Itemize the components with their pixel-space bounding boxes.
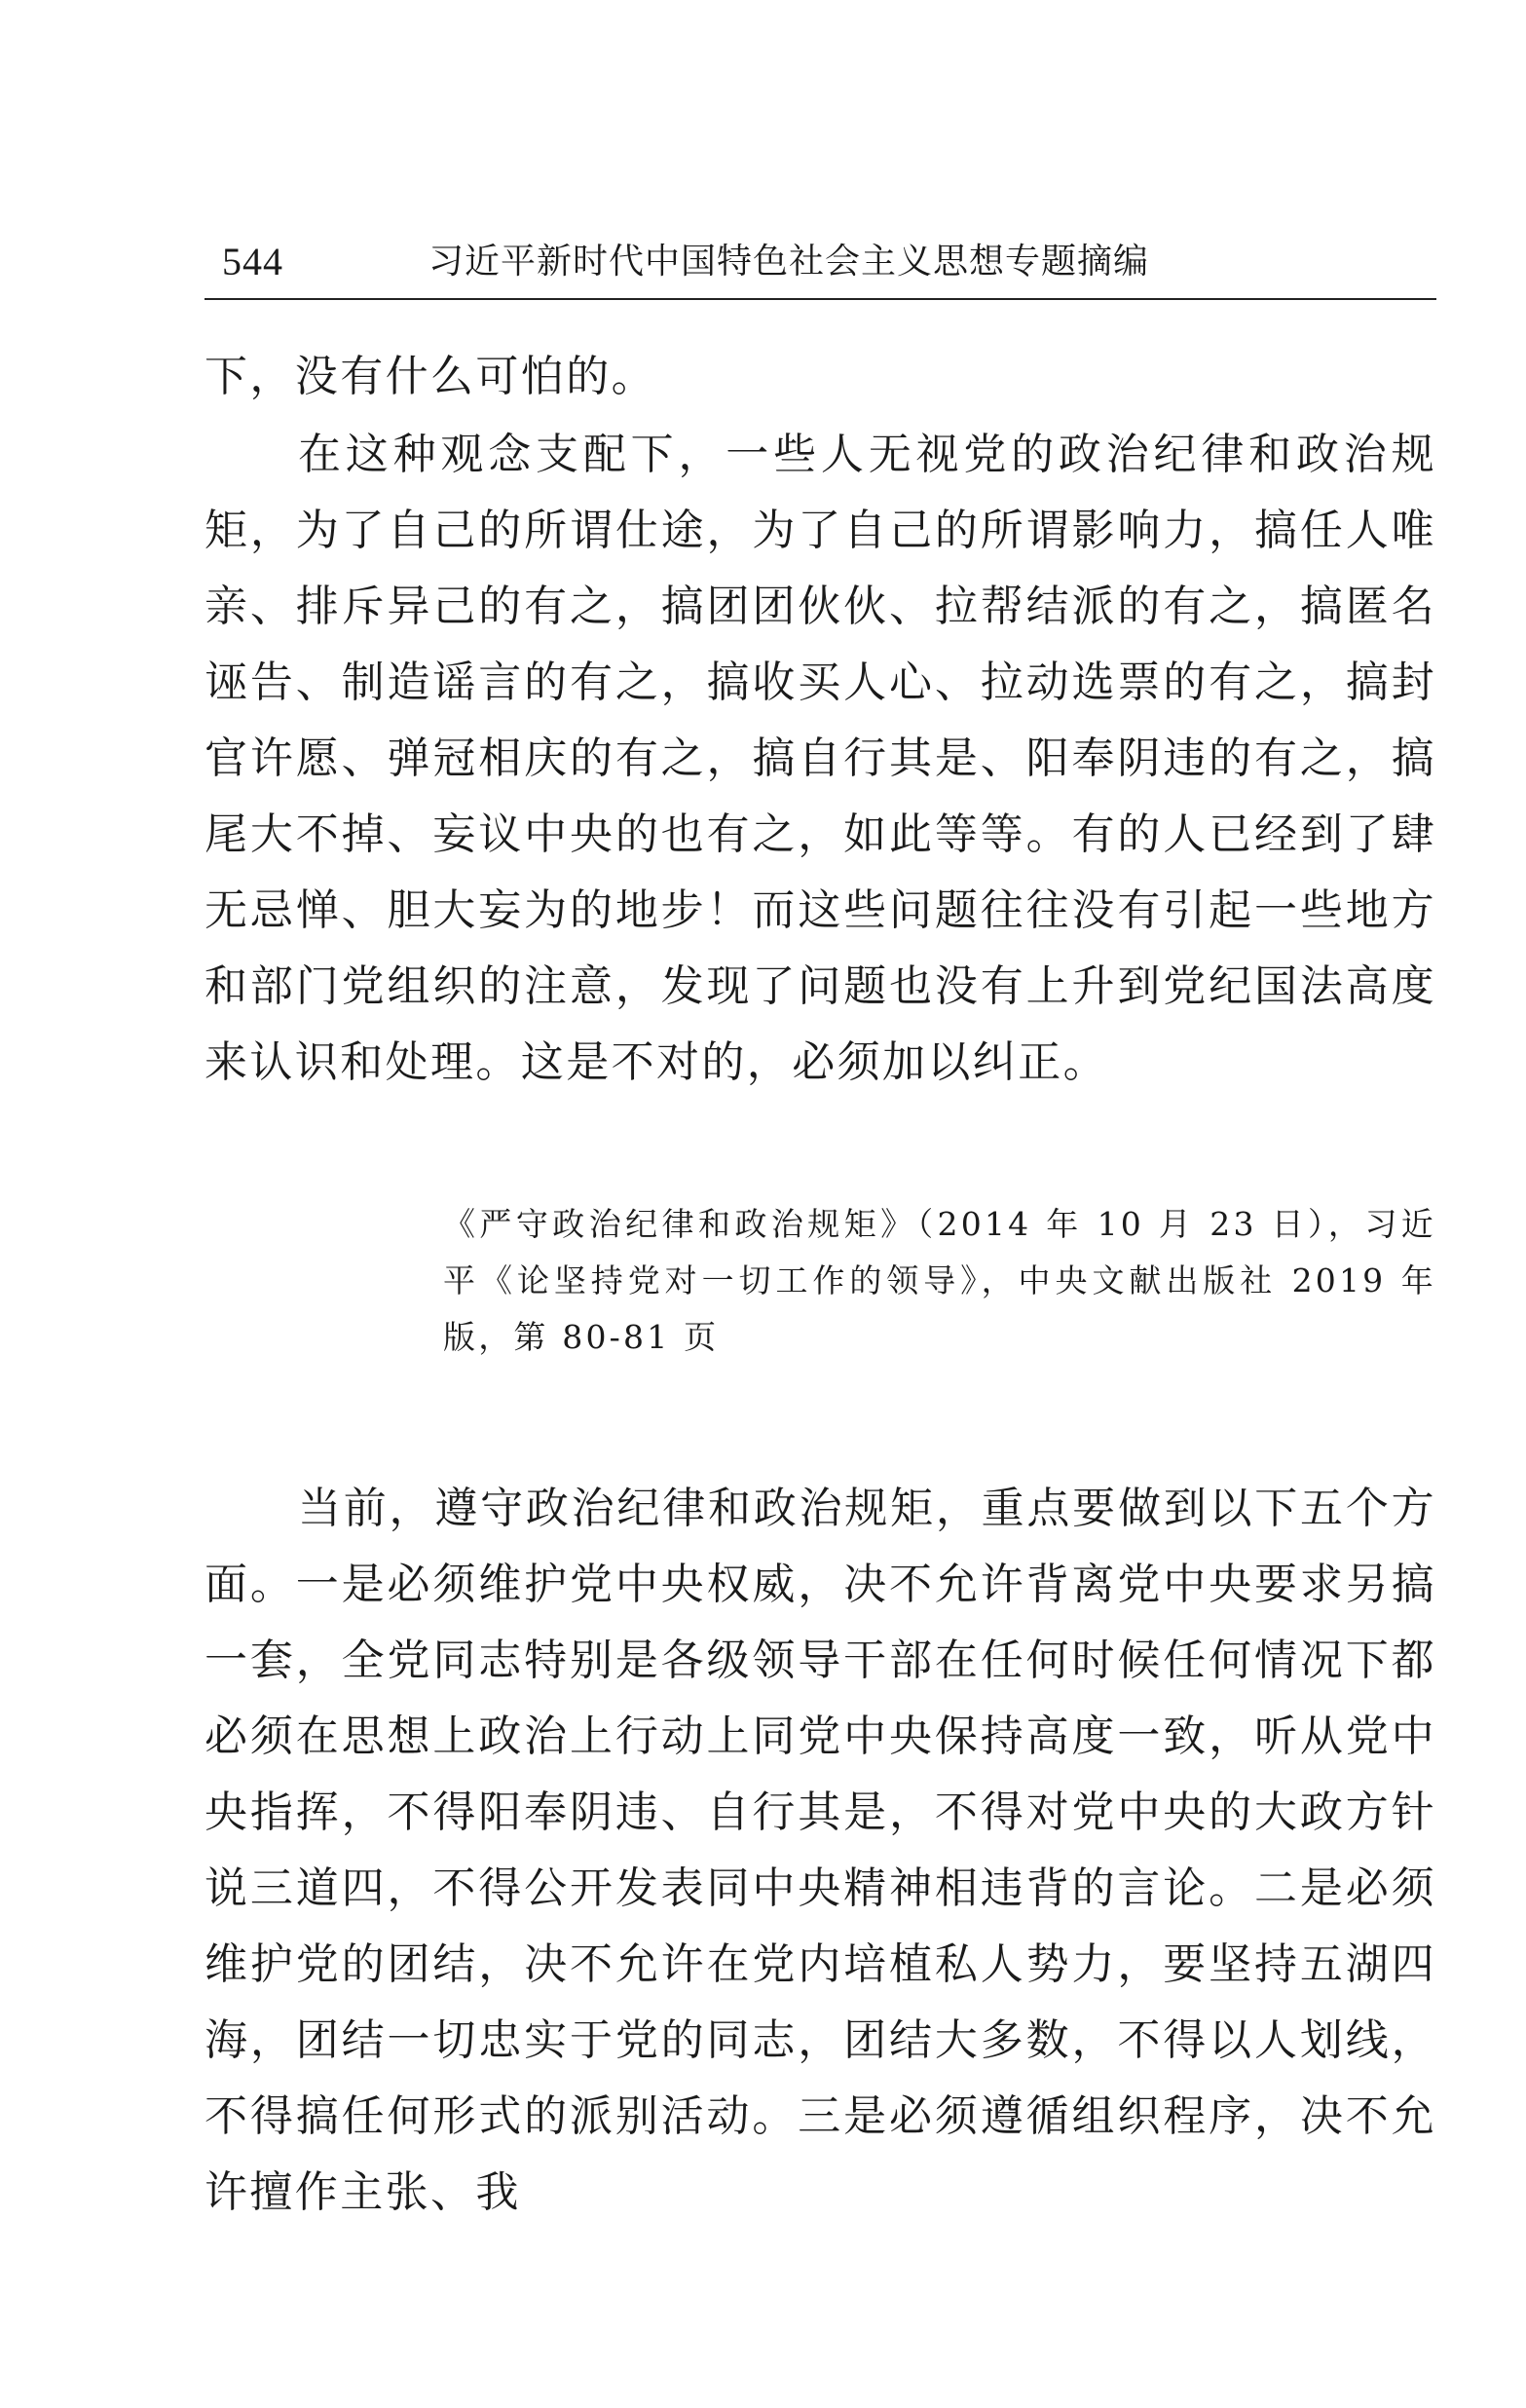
- source-citation: 《严守政治纪律和政治规矩》（2014 年 10 月 23 日），习近平《论坚持党对一切工作的领导》，中央文献出版社 2019 年版，第 80-81 页: [443, 1205, 1436, 1356]
- paragraph-1: 在这种观念支配下，一些人无视党的政治纪律和政治规矩，为了自己的所谓仕途，为了自己的所谓影响力，搞任人唯亲、排斥异己的有之，搞团团伙伙、拉帮结派的有之，搞匿名诬告、制造谣言的有之，搞收买人心、拉动选票的有之，搞封官许愿、弹冠相庆的有之，搞自行其是、阳奉阴违的有之，搞尾大不掉、妄议中央的也有之，如此等等。有的人已经到了肆无忌惮、胆大妄为的地步！而这些问题往往没有引起一些地方和部门党组织的注意，发现了问题也没有上升到党纪国法高度来认识和处理。这是不对的，必须加以纠正。: [205, 430, 1436, 1087]
- paragraph-2: 当前，遵守政治纪律和政治规矩，重点要做到以下五个方面。一是必须维护党中央权威，决不允许背离党中央要求另搞一套，全党同志特别是各级领导干部在任何时候任何情况下都必须在思想上政治上行动上同党中央保持高度一致，听从党中央指挥，不得阳奉阴违、自行其是，不得对党中央的大政方针说三道四，不得公开发表同中央精神相违背的言论。二是必须维护党的团结，决不允许在党内培植私人势力，要坚持五湖四海，团结一切忠实于党的同志，团结大多数，不得以人划线，不得搞任何形式的派别活动。三是必须遵循组织程序，决不允许擅作主张、我: [205, 1484, 1436, 2217]
- header-rule: [205, 298, 1436, 300]
- running-title: 习近平新时代中国特色社会主义思想专题摘编: [428, 242, 1150, 282]
- page-header: [205, 232, 1436, 296]
- continuation-text: 下，没有什么可怕的。: [205, 352, 656, 401]
- page-number: 544: [222, 240, 283, 283]
